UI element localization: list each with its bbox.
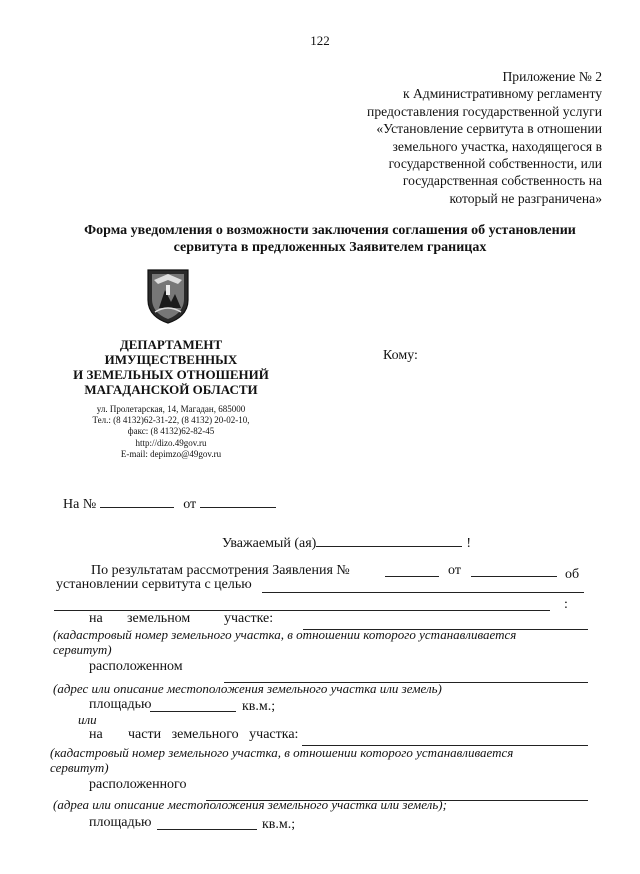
area-field[interactable] xyxy=(150,711,236,712)
department-line: МАГАДАНСКОЙ ОБЛАСТИ xyxy=(84,382,258,397)
appendix-line: «Установление сервитута в отношении xyxy=(376,121,602,137)
contact-site: http://dizo.49gov.ru xyxy=(135,437,207,448)
part-area-field[interactable] xyxy=(157,829,257,830)
ref-number-field[interactable] xyxy=(100,494,174,508)
address-note: (адрес или описание местоположения земельного участка или земель) xyxy=(53,681,442,696)
appendix-line: который не разграничена» xyxy=(449,190,602,206)
located-label: расположенном xyxy=(89,659,183,674)
area-label: площадью xyxy=(89,697,152,712)
part-on-label: на xyxy=(89,727,103,742)
appendix-header xyxy=(367,68,602,207)
recipient-label: Кому: xyxy=(383,348,418,363)
contact-address: ул. Пролетарская, 14, Магадан, 685000 xyxy=(96,404,246,414)
area2-label: площадью xyxy=(89,815,152,830)
part-address-note: (адреа или описание местоположения земельного участка или земель); xyxy=(53,797,447,812)
form-title xyxy=(30,222,630,256)
appendix-line: к Административному регламенту xyxy=(402,86,602,102)
reference-line xyxy=(63,494,276,513)
colon: : xyxy=(564,597,568,612)
purpose-label: установлении сервитута с целью xyxy=(56,577,252,592)
application-number-field[interactable] xyxy=(385,576,439,577)
part-cadastral-note: (кадастровый номер земельного участка, в отношении которого устанавливается xyxy=(50,745,514,760)
appendix-line: предоставления государственной услуги xyxy=(367,103,602,119)
ref-from-label: от xyxy=(183,497,197,512)
department-name xyxy=(66,337,276,397)
contact-phone: Тел.: (8 4132)62-31-22, (8 4132) 20-02-10, xyxy=(92,415,250,426)
department-line: И ЗЕМЕЛЬНЫХ ОТНОШЕНИЙ xyxy=(73,367,269,382)
cadastral-note: (кадастровый номер земельного участка, в отношении которого устанавливается xyxy=(53,627,517,642)
form-title-line: Форма уведомления о возможности заключения соглашения об установлении xyxy=(84,223,576,238)
department-contacts xyxy=(56,404,286,460)
contact-email: E-mail: depimzo@49gov.ru xyxy=(120,448,222,459)
coat-of-arms-icon xyxy=(145,268,191,324)
greeting-end: ! xyxy=(466,536,471,551)
appendix-line: государственной собственности, или xyxy=(388,156,602,172)
sqm2-label: кв.м.; xyxy=(262,817,296,832)
ref-date-field[interactable] xyxy=(200,494,276,508)
form-title-line: сервитута в предложенных Заявителем границах xyxy=(173,240,487,255)
addressee-name-field[interactable] xyxy=(316,533,462,547)
located2-label: расположенного xyxy=(89,777,187,792)
contact-fax: факс: (8 4132)62-82-45 xyxy=(127,426,215,437)
or-label: или xyxy=(78,712,97,727)
ref-number-label: На № xyxy=(63,497,97,512)
ob-label: об xyxy=(565,567,580,582)
appendix-line: государственная собственность на xyxy=(402,173,602,189)
part-plot-label: части земельного участка: xyxy=(128,727,299,742)
land-label: земельном xyxy=(127,611,191,626)
greeting xyxy=(222,533,471,552)
application-number-label: По результатам рассмотрения Заявления № xyxy=(91,563,350,578)
application-date-field[interactable] xyxy=(471,576,557,577)
part-cadastral-note-end: сервитут) xyxy=(50,760,109,775)
on-label: на xyxy=(89,611,103,626)
sqm-label: кв.м.; xyxy=(242,699,276,714)
page-number: 122 xyxy=(310,33,330,48)
department-line: ДЕПАРТАМЕНТ xyxy=(119,337,223,352)
appendix-line: Приложение № 2 xyxy=(502,69,602,84)
department-line: ИМУЩЕСТВЕННЫХ xyxy=(104,352,238,367)
purpose-field[interactable] xyxy=(262,592,584,593)
appendix-line: земельного участка, находящегося в xyxy=(392,138,602,154)
greeting-label: Уважаемый (ая) xyxy=(222,536,317,551)
cadastral-note-end: сервитут) xyxy=(53,642,112,657)
plot-label: участке: xyxy=(224,611,274,626)
application-from-label: от xyxy=(448,563,461,578)
